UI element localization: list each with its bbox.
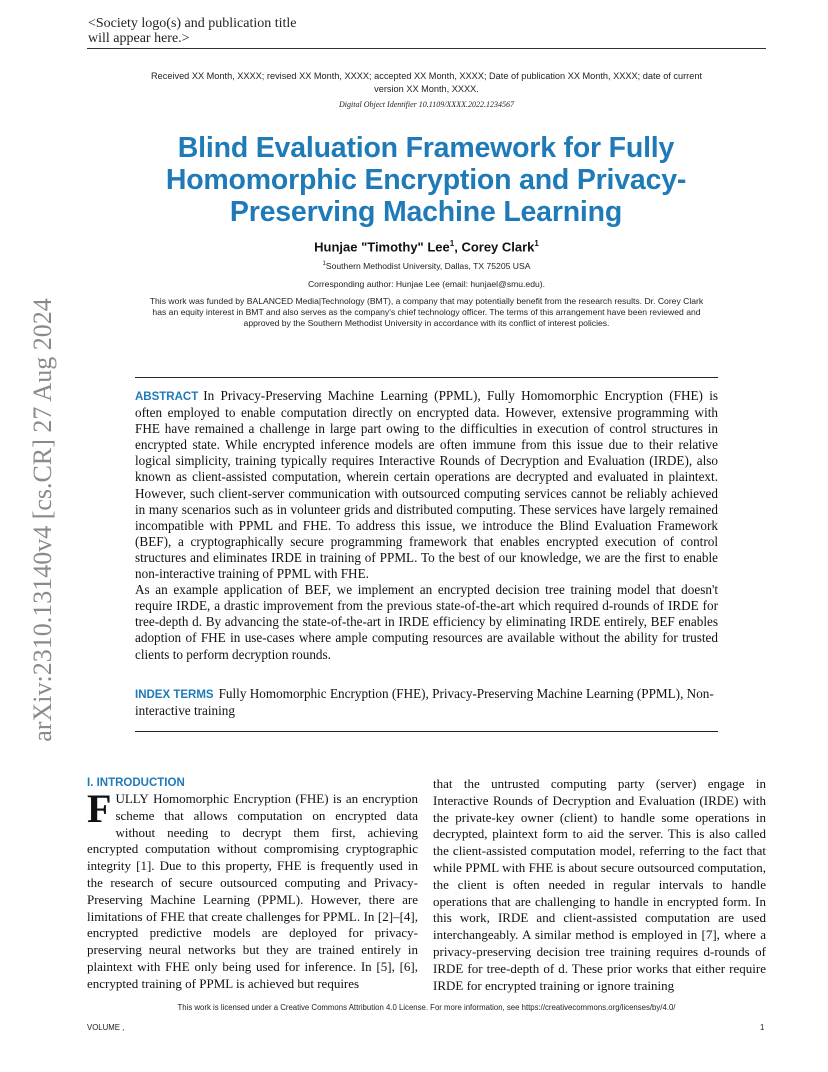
author-separator: ,: [454, 239, 462, 255]
author-name: Hunjae "Timothy" Lee: [314, 239, 450, 255]
doi-line: Digital Object Identifier 10.1109/XXXX.2022.1234567: [339, 100, 514, 109]
intro-left-text: Homomorphic Encryption (FHE) is an encryption scheme that allows computation on encrypted data without needing to decrypt them first, achieving encrypted computation without compromising cryptographic integrity [1]. Due to this property, FHE is frequently used in the research of secure outsourced computing and Privacy-Preserving Machine Learning (PPML). However, there are limitations of FHE that create challenges for PPML. In [2]–[4], encrypted predictive models are deployed for privacy-preserving neural networks but they are trained entirely in plaintext with FHE only being used for inference. In [5], [6], encrypted training of PPML is achieved but requires: [87, 791, 418, 991]
index-terms: [135, 686, 718, 719]
abstract-paragraph: [135, 388, 718, 582]
affiliation-mark: 1: [322, 261, 326, 268]
affiliation-text: Southern Methodist University, Dallas, TX 75205 USA: [325, 261, 531, 271]
funding-statement: This work was funded by BALANCED Media|Technology (BMT), a company that may potentially benefit from the research results. Dr. Corey Clark has an equity interest in BMT and also serves as the company's chief technology officer. The terms of this arrangement have been reviewed and approved by the Southern Methodist University in accordance with its conflict of interest policies.: [149, 296, 704, 329]
volume-label: VOLUME ,: [87, 1023, 125, 1032]
index-terms-text: Fully Homomorphic Encryption (FHE), Privacy-Preserving Machine Learning (PPML), Non-interactive training: [135, 686, 714, 719]
drop-cap: F: [87, 786, 112, 831]
society-placeholder: <Society logo(s) and publication title will appear here.>: [88, 16, 297, 46]
abstract-bottom-rule: [135, 731, 718, 732]
author-name: Corey Clark: [461, 239, 535, 255]
affiliation-mark: 1: [449, 239, 455, 248]
received-dates: Received XX Month, XXXX; revised XX Month, XXXX; accepted XX Month, XXXX; Date of publication XX Month, XXXX; date of current version XX Month, XXXX.: [150, 71, 703, 94]
abstract-top-rule: [135, 377, 718, 378]
license-notice: This work is licensed under a Creative Commons Attribution 4.0 License. For more information, see https://creativecommons.org/licenses/by/4.0/: [177, 1003, 676, 1012]
affiliation-line: [150, 261, 703, 271]
intro-right-column: that the untrusted computing party (server) engage in Interactive Rounds of Decryption and Evaluation (IRDE) with the private-key owner (client) to handle some operations in decrypted, plaintext form to aid the server. This is also called the client-assisted computation model, referring to the fact that while PPML with FHE is about secure outsourced computation, the client is often needed in regular intervals to handle operations that are challenging to handle in encrypted form. In this work, IRDE and client-assisted computation are used interchangeably. A similar method is employed in [7], where a privacy-preserving decision tree training requires d-rounds of IRDE for tree-depth of d. These prior works that either require IRDE for encrypted training or ignore training: [433, 776, 766, 993]
affiliation-mark: 1: [534, 239, 539, 248]
section-heading: I. INTRODUCTION: [87, 777, 185, 789]
corresponding-author: Corresponding author: Hunjae Lee (email: hunjael@smu.edu).: [307, 279, 546, 289]
abstract-paragraph: As an example application of BEF, we implement an encrypted decision tree training model that doesn't require IRDE, a drastic improvement from the previous state-of-the-art which required d-rounds of IRDE for tree-depth d. By advancing the state-of-the-art in IRDE efficiency by eliminating IRDE entirely, BEF enables adoption of FHE in use-cases where ample computing resources are available without the ability for trusted clients to perform decryption rounds.: [135, 582, 718, 662]
intro-left-column: [87, 775, 418, 993]
index-terms-heading: INDEX TERMS: [135, 689, 214, 701]
page-number: 1: [760, 1023, 765, 1032]
header-rule: [87, 48, 766, 49]
abstract-heading: ABSTRACT: [135, 391, 199, 403]
paper-title: Blind Evaluation Framework for Fully Homomorphic Encryption and Privacy-Preserving Machine Learning: [165, 132, 687, 228]
intro-lead-word: ULLY: [115, 791, 149, 806]
abstract: [135, 388, 718, 663]
abstract-text: In Privacy-Preserving Machine Learning (PPML), Fully Homomorphic Encryption (FHE) is often employed to enable computation directly on encrypted data. However, extensive programming with FHE have remained a challenge in large part owing to the difficulties in execution of control structures in encrypted state. While encrypted inference models are often immune from this issue due to their relative logical simplicity, training typically requires Interactive Rounds of Decryption and Evaluation (IRDE), also known as client-assisted computation, wherein certain operations are decrypted and evaluated in plaintext. However, such client-server communication with outsourced computing services cannot be reliably achieved in many scenarios such as in volunteer grids and distributed computing. These services have largely remained incompatible with PPML and FHE. To address this issue, we introduce the Blind Evaluation Framework (BEF), a cryptographically secure programming framework that enables encrypted execution of control structures and eliminates IRDE in training of PPML. To the best of our knowledge, we are the first to enable non-interactive training of PPML with FHE.: [135, 388, 718, 582]
author-line: [150, 239, 703, 254]
arxiv-stamp: arXiv:2310.13140v4 [cs.CR] 27 Aug 2024: [28, 298, 57, 742]
